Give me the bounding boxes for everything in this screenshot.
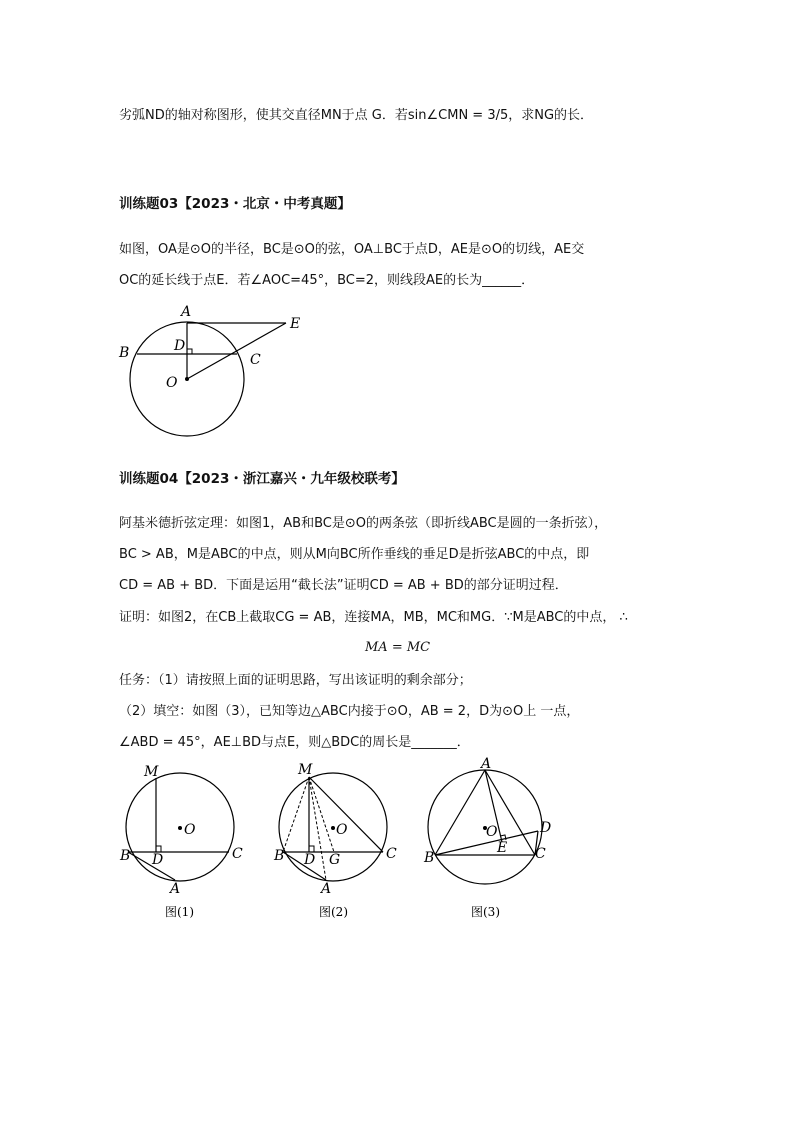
fig03-line-oe: [187, 323, 286, 379]
exercise04-equation: MA = MC: [365, 640, 431, 655]
fig1-center-dot: [178, 826, 182, 830]
continuation-text: 劣弧ND的轴对称图形，使其交直径MN于点 G．若sin∠CMN = 3/5，求NG的长．: [119, 108, 594, 123]
fig1-label-a: A: [170, 881, 181, 897]
fig1-label-o: O: [184, 822, 196, 838]
fig03-label-c: C: [250, 352, 261, 368]
fig3-label-a: A: [481, 756, 492, 772]
fig3-label-c: C: [535, 846, 546, 862]
fig2-caption: 图(2): [319, 905, 348, 919]
fig2-label-o: O: [336, 822, 348, 838]
fig2-center-dot: [331, 826, 335, 830]
fig3-side-ac: [485, 770, 535, 855]
exercise04-line-1: 阿基米德折弦定理：如图1，AB和BC是⊙O的两条弦（即折线ABC是圆的一条折弦），: [119, 516, 608, 531]
fig2-label-c: C: [386, 846, 397, 862]
exercise04-task-3: ∠ABD = 45°，AE⊥BD与点E，则△BDC的周长是_______．: [119, 735, 470, 750]
exercise04-figure-3: [415, 755, 565, 925]
fig3-label-o: O: [486, 824, 498, 840]
fig1-label-m: M: [144, 764, 159, 780]
fig03-center-dot: [185, 377, 189, 381]
exercise04-task-2: （2）填空：如图（3），已知等边△ABC内接于⊙O，AB = 2，D为⊙O上 一点，: [119, 704, 580, 719]
exercise03-line-2: OC的延长线于点E．若∠AOC=45°，BC=2，则线段AE的长为______．: [119, 273, 535, 288]
fig03-right-angle: [187, 349, 192, 354]
exercise03-figure: [110, 300, 320, 440]
fig1-label-c: C: [232, 846, 243, 862]
fig03-label-o: O: [166, 375, 178, 391]
fig2-segment-mc: [309, 777, 383, 852]
fig03-label-d: D: [174, 338, 186, 354]
fig3-label-e: E: [497, 840, 508, 856]
exercise04-figure-1: [110, 760, 260, 925]
exercise03-heading: 训练题03【2023・北京・中考真题】: [119, 196, 351, 212]
exercise04-heading: 训练题04【2023・浙江嘉兴・九年级校联考】: [119, 471, 405, 487]
fig3-side-ab: [435, 770, 485, 855]
exercise04-line-3: CD = AB + BD．下面是运用“截长法”证明CD = AB + BD的部分证明过程．: [119, 578, 568, 593]
exercise04-line-2: BC > AB，M是ABC的中点，则从M向BC所作垂线的垂足D是折弦ABC的中点，即: [119, 547, 590, 562]
fig3-label-b: B: [424, 850, 435, 866]
exercise04-line-4: 证明：如图2，在CB上截取CG = AB，连接MA，MB，MC和MG．∵M是ABC的中点， ∴: [119, 610, 628, 625]
fig2-label-m: M: [298, 762, 313, 778]
fig1-label-b: B: [120, 848, 131, 864]
exercise04-figure-2: [265, 760, 405, 925]
exercise04-task-1: 任务：（1）请按照上面的证明思路，写出该证明的剩余部分；: [119, 673, 472, 688]
fig1-label-d: D: [152, 852, 164, 868]
fig2-label-b: B: [274, 848, 285, 864]
fig3-caption: 图(3): [471, 905, 500, 919]
fig2-label-d: D: [304, 852, 316, 868]
fig2-label-a: A: [321, 881, 332, 897]
fig03-label-a: A: [181, 304, 192, 320]
exercise03-line-1: 如图，OA是⊙O的半径，BC是⊙O的弦，OA⊥BC于点D，AE是⊙O的切线，AE交: [119, 242, 585, 257]
fig2-segment-mg: [309, 777, 334, 852]
fig03-label-e: E: [290, 316, 301, 332]
fig1-caption: 图(1): [165, 905, 194, 919]
fig3-label-d: D: [540, 820, 552, 836]
fig2-label-g: G: [329, 852, 341, 868]
fig03-label-b: B: [119, 345, 130, 361]
